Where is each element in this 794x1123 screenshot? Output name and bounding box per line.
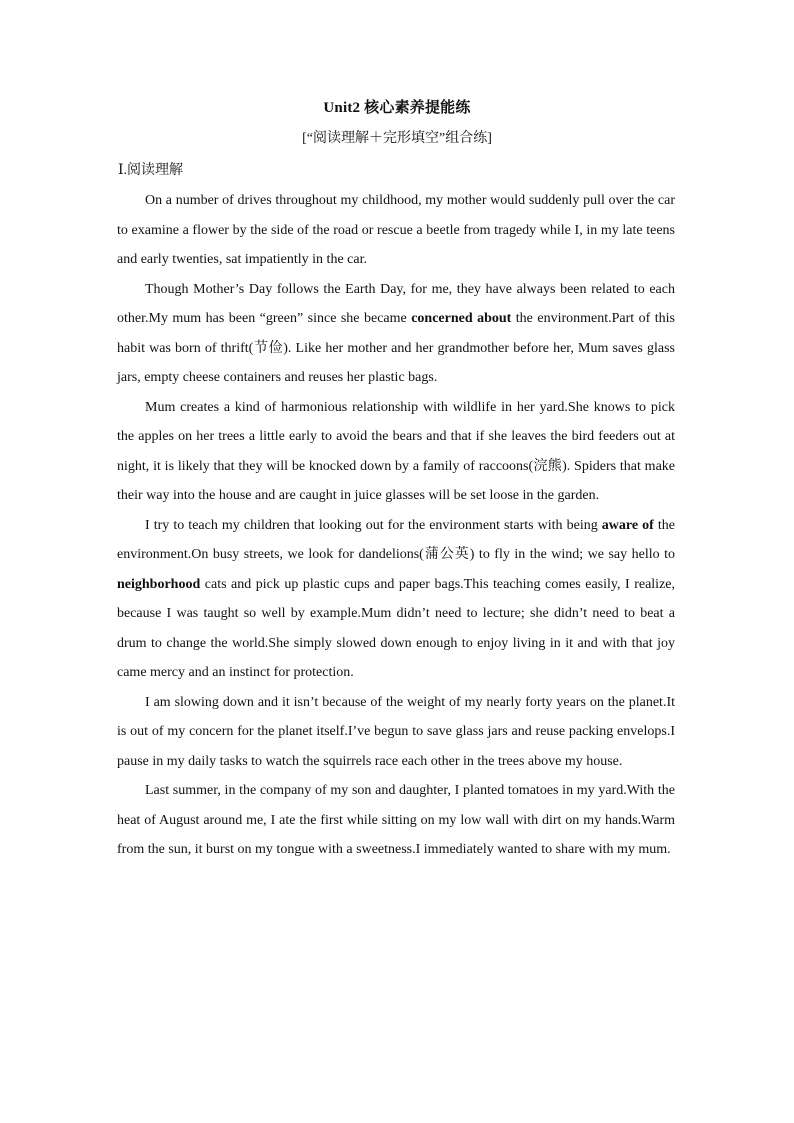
paragraph-2 xyxy=(117,275,675,393)
page-subtitle: [“阅读理解＋完形填空”组合练] xyxy=(302,131,492,146)
paragraph-1: On a number of drives throughout my childhood, my mother would suddenly pull over the car to examine a flower by the side of the road or rescue a beetle from tragedy while I, in my late teens and early twenties, sat impatiently in the car. xyxy=(117,193,675,267)
paragraph-2-text-a: Though Mother’s Day follows the Earth Day, for me, they have always been related to each other.My mum has been “green” since she became xyxy=(117,281,675,326)
paragraph-3: Mum creates a kind of harmonious relationship with wildlife in her yard.She knows to pick the apples on her trees a little early to avoid the bears and that if she leaves the bird feeders out at night, it is likely that they will be knocked down by a family of raccoons(浣熊). Spiders that make their way into the house and are caught in juice glasses will be set loose in the garden. xyxy=(117,399,675,503)
paragraph-5: I am slowing down and it isn’t because of the weight of my nearly forty years on the planet.It is out of my concern for the planet itself.I’ve begun to save glass jars and reuse packing envelops.I pause in my daily tasks to watch the squirrels race each other in the trees above my house. xyxy=(117,694,675,769)
paragraph-4-text-c: cats and pick up plastic cups and paper bags.This teaching comes easily, I realize, because I was taught so well by example.Mum didn’t need to lecture; she didn’t need to beat a drum to change the world.She simply slowed down enough to enjoy living in it and with that joy came mercy and an instinct for protection. xyxy=(117,576,675,680)
paragraph-6: Last summer, in the company of my son and daughter, I planted tomatoes in my yard.With the heat of August around me, I ate the first while sitting on my low wall with dirt on my hands.Warm from the sun, it burst on my tongue with a sweetness.I immediately wanted to share with my mum. xyxy=(117,783,675,857)
page-title: Unit2 核心素养提能练 xyxy=(323,100,471,116)
paragraph-4-text-b: the environment.On busy streets, we look for dandelions(蒲公英) to fly in the wind; we say hello to xyxy=(117,517,675,562)
bold-phrase-aware-of: aware of xyxy=(601,517,654,533)
reading-passage xyxy=(117,186,675,865)
section-heading: Ⅰ.阅读理解 xyxy=(118,163,184,178)
paragraph-4-text-a: I try to teach my children that looking out for the environment starts with being xyxy=(145,517,602,533)
bold-word-neighborhood: neighborhood xyxy=(117,576,201,592)
paragraph-2-text-b: the environment.Part of this habit was born of thrift(节俭). Like her mother and her grandmother before her, Mum saves glass jars, empty cheese containers and reuses her plastic bags. xyxy=(117,311,675,385)
paragraph-4 xyxy=(117,511,675,688)
bold-phrase-concerned-about: concerned about xyxy=(411,311,512,326)
